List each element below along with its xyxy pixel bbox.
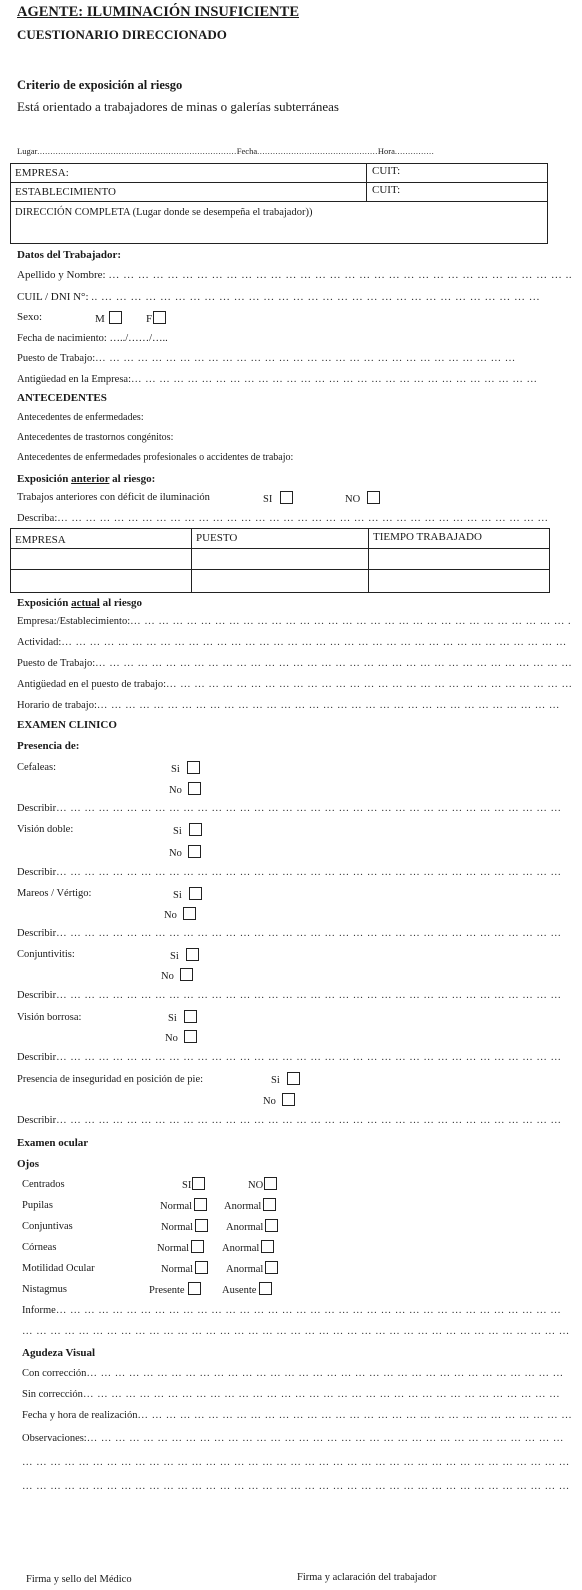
sex-f-option[interactable] xyxy=(146,311,166,325)
checkbox-icon[interactable] xyxy=(280,491,293,504)
checkbox-icon[interactable] xyxy=(194,1198,207,1211)
checkbox-icon[interactable] xyxy=(367,491,380,504)
heading-part: Exposición xyxy=(17,597,72,609)
name-label: Apellido y Nombre: xyxy=(17,269,106,281)
no-label: No xyxy=(263,1096,276,1107)
describir-label: Describir xyxy=(17,1052,57,1063)
puesto-line xyxy=(17,658,572,669)
corneas-anormal-option[interactable] xyxy=(222,1240,274,1254)
normal-label: Normal xyxy=(161,1222,194,1233)
obs-field[interactable]: … … … … … … … … … … … … … … … … … … … … … … … … … … … … … … … … … … … … … … … xyxy=(22,1481,570,1492)
normal-label: Normal xyxy=(160,1201,193,1212)
vision-doble-no-option[interactable] xyxy=(169,845,201,859)
vision-doble-si-option[interactable] xyxy=(173,823,202,837)
fecha-field[interactable]: … … … … … … … … … … … … … … … … … … … … … … … … … … … … … … … xyxy=(137,1410,573,1421)
antiguedad-label: Antigüedad en el puesto de trabajo: xyxy=(17,679,166,690)
company-table-row-divider xyxy=(10,182,547,183)
conjuntivas-label: Conjuntivas xyxy=(22,1221,73,1232)
checkbox-icon[interactable] xyxy=(109,311,122,324)
empresa-field[interactable]: EMPRESA: xyxy=(15,167,69,179)
checkbox-icon[interactable] xyxy=(188,782,201,795)
table-col-divider xyxy=(191,528,192,592)
mareos-si-option[interactable] xyxy=(173,887,202,901)
no-label: No xyxy=(169,785,182,796)
no-label: No xyxy=(161,971,174,982)
sex-label: Sexo: xyxy=(17,311,43,323)
describir-line xyxy=(17,803,561,814)
describir-line xyxy=(17,867,561,878)
corneas-normal-option[interactable] xyxy=(157,1240,204,1254)
criteria-text: Está orientado a trabajadores de minas o galerías subterráneas xyxy=(17,99,339,114)
checkbox-icon[interactable] xyxy=(189,887,202,900)
prior-exposure-heading xyxy=(17,473,155,485)
con-label: Con corrección xyxy=(22,1368,87,1379)
con-field[interactable]: … … … … … … … … … … … … … … … … … … … … … … … … … … … … … … … … … … xyxy=(86,1368,564,1379)
obs-label: Observaciones: xyxy=(22,1433,87,1444)
antecedentes-enfermedades[interactable]: Antecedentes de enfermedades: xyxy=(17,412,144,423)
seniority-field[interactable]: … … … … … … … … … … … … … … … … … … … … … … … … … … … … … xyxy=(131,374,538,385)
checkbox-icon[interactable] xyxy=(195,1261,208,1274)
firma-medico: Firma y sello del Médico xyxy=(26,1574,132,1585)
ocular-heading: Examen ocular xyxy=(17,1137,89,1149)
antecedentes-profesionales[interactable]: Antecedentes de enfermedades profesionales o accidentes de trabajo: xyxy=(17,452,294,463)
describe-line xyxy=(17,513,548,524)
establecimiento-field[interactable]: ESTABLECIMIENTO xyxy=(15,186,116,198)
place-date-line xyxy=(17,146,434,156)
seniority-label: Antigüedad en la Empresa: xyxy=(17,374,132,385)
mareos-label: Mareos / Vértigo: xyxy=(17,888,92,899)
describir-label: Describir xyxy=(17,928,57,939)
describir-label: Describir xyxy=(17,1115,57,1126)
no-label: No xyxy=(169,848,182,859)
normal-label: Normal xyxy=(161,1264,194,1275)
si-label: SI xyxy=(263,494,273,505)
cuit-field[interactable]: CUIT: xyxy=(372,165,401,177)
informe-field[interactable]: … … … … … … … … … … … … … … … … … … … … … … … … … … … … … … … … … … … … … … … xyxy=(22,1326,570,1337)
nistagmus-presente-option[interactable] xyxy=(149,1282,201,1296)
antecedentes-heading: ANTECEDENTES xyxy=(17,392,107,404)
checkbox-icon[interactable] xyxy=(261,1240,274,1253)
cefaleas-label: Cefaleas: xyxy=(17,762,57,773)
no-label: No xyxy=(165,1033,178,1044)
centrados-no-option[interactable] xyxy=(248,1177,277,1191)
heading-part: al riesgo xyxy=(99,597,143,609)
antecedentes-congenitos[interactable]: Antecedentes de trastornos congénitos: xyxy=(17,432,174,443)
cuil-field[interactable]: .. … … … … … … … … … … … … … … … … … … … … … … … … … … … … … … xyxy=(91,291,541,303)
sin-label: Sin corrección xyxy=(22,1389,83,1400)
si-label: Si xyxy=(271,1075,280,1086)
describir-label: Describir xyxy=(17,867,57,878)
fecha-field[interactable]: .............................................. xyxy=(257,146,378,156)
pupilas-label: Pupilas xyxy=(22,1200,53,1211)
describir-field[interactable]: … … … … … … … … … … … … … … … … … … … … … … … … … … … … … … … … … … … … xyxy=(56,1052,562,1063)
checkbox-icon[interactable] xyxy=(184,1030,197,1043)
si-label: Si xyxy=(173,826,182,837)
sin-correccion-line xyxy=(22,1389,560,1400)
page-subtitle: CUESTIONARIO DIRECCIONADO xyxy=(17,27,227,42)
direccion-field[interactable]: DIRECCIÓN COMPLETA (Lugar donde se desempeña el trabajador)) xyxy=(15,207,313,218)
company-table-row-divider xyxy=(10,201,547,202)
hora-field[interactable]: ............... xyxy=(394,146,435,156)
checkbox-icon[interactable] xyxy=(183,907,196,920)
current-exposure-heading xyxy=(17,597,142,609)
cuit-field[interactable]: CUIT: xyxy=(372,184,401,196)
actividad-input[interactable]: … … … … … … … … … … … … … … … … … … … … … … … … … … … … … … … … … … … … xyxy=(61,637,567,648)
lugar-field[interactable]: ............................................................................ xyxy=(37,146,237,156)
describir-line xyxy=(17,990,561,1001)
describir-line xyxy=(17,928,561,939)
informe-field[interactable]: … … … … … … … … … … … … … … … … … … … … … … … … … … … … … … … … … … … … xyxy=(55,1305,562,1316)
describe-label: Describa: xyxy=(17,513,58,524)
motilidad-normal-option[interactable] xyxy=(161,1261,208,1275)
actividad-label: Actividad: xyxy=(17,637,62,648)
conjuntivitis-label: Conjuntivitis: xyxy=(17,949,75,960)
name-line xyxy=(17,269,572,281)
checkbox-icon[interactable] xyxy=(265,1219,278,1232)
checkbox-icon[interactable] xyxy=(180,968,193,981)
sex-f-label: F xyxy=(146,313,153,325)
checkbox-icon[interactable] xyxy=(195,1219,208,1232)
pupilas-anormal-option[interactable] xyxy=(224,1198,276,1212)
checkbox-icon[interactable] xyxy=(263,1198,276,1211)
actividad-line xyxy=(17,637,567,648)
checkbox-icon[interactable] xyxy=(191,1240,204,1253)
horario-input[interactable]: … … … … … … … … … … … … … … … … … … … … … … … … … … … … … … … … … xyxy=(96,700,560,711)
centrados-label: Centrados xyxy=(22,1179,65,1190)
table-col-divider xyxy=(368,528,369,592)
col-puesto: PUESTO xyxy=(196,532,238,544)
col-tiempo: TIEMPO TRABAJADO xyxy=(373,531,482,543)
conjuntivitis-no-option[interactable] xyxy=(161,968,193,982)
anormal-label: Anormal xyxy=(226,1222,264,1233)
table-row-divider xyxy=(10,548,549,549)
heading-part: al riesgo: xyxy=(109,473,156,485)
checkbox-icon[interactable] xyxy=(282,1093,295,1106)
vision-doble-label: Visión doble: xyxy=(17,824,74,835)
informe-label: Informe xyxy=(22,1305,56,1316)
birth-field[interactable]: …../……/….. xyxy=(109,333,168,344)
deficit-si-option[interactable] xyxy=(263,491,293,505)
checkbox-icon[interactable] xyxy=(153,311,166,324)
describir-label: Describir xyxy=(17,990,57,1001)
fecha-label: Fecha y hora de realización xyxy=(22,1410,138,1421)
job-label: Puesto de Trabajo: xyxy=(17,353,96,364)
centrados-si-option[interactable] xyxy=(182,1177,205,1191)
checkbox-icon[interactable] xyxy=(259,1282,272,1295)
fecha-label: Fecha xyxy=(236,146,258,156)
firma-trabajador: Firma y aclaración del trabajador xyxy=(297,1572,437,1583)
mareos-no-option[interactable] xyxy=(164,907,196,921)
describir-field[interactable]: … … … … … … … … … … … … … … … … … … … … … … … … … … … … … … … … … … … … xyxy=(56,803,562,814)
empresa-input[interactable]: … … … … … … … … … … … … … … … … … … … … … … … … … … … … … … … . xyxy=(130,616,572,627)
presente-label: Presente xyxy=(149,1285,185,1296)
describir-field[interactable]: … … … … … … … … … … … … … … … … … … … … … … … … … … … … … … … … … … … … xyxy=(56,1115,562,1126)
checkbox-icon[interactable] xyxy=(189,823,202,836)
inseguridad-label: Presencia de inseguridad en posición de pie: xyxy=(17,1074,204,1085)
deficit-label: Trabajos anteriores con déficit de iluminación xyxy=(17,492,210,503)
describir-label: Describir xyxy=(17,803,57,814)
motilidad-anormal-option[interactable] xyxy=(226,1261,278,1275)
sex-m-label: M xyxy=(95,313,105,325)
sex-m-option[interactable] xyxy=(95,311,122,325)
hora-label: Hora xyxy=(377,146,395,156)
no-label: NO xyxy=(345,494,361,505)
lugar-label: Lugar xyxy=(17,146,38,156)
si-label: Si xyxy=(170,951,179,962)
company-table xyxy=(10,163,548,244)
checkbox-icon[interactable] xyxy=(264,1177,277,1190)
worker-heading: Datos del Trabajador: xyxy=(17,249,122,261)
deficit-no-option[interactable] xyxy=(345,491,380,505)
normal-label: Normal xyxy=(157,1243,190,1254)
conjuntivas-normal-option[interactable] xyxy=(161,1219,208,1233)
col-empresa: EMPRESA xyxy=(15,534,66,546)
cefaleas-no-option[interactable] xyxy=(169,782,201,796)
criteria-heading: Criterio de exposición al riesgo xyxy=(17,78,183,92)
checkbox-icon[interactable] xyxy=(187,761,200,774)
no-label: NO xyxy=(248,1180,264,1191)
describir-line xyxy=(17,1052,561,1063)
conjuntivitis-si-option[interactable] xyxy=(170,948,199,962)
checkbox-icon[interactable] xyxy=(186,948,199,961)
conjuntivas-anormal-option[interactable] xyxy=(226,1219,278,1233)
con-correccion-line xyxy=(22,1368,564,1379)
anormal-label: Anormal xyxy=(226,1264,264,1275)
describir-field[interactable]: … … … … … … … … … … … … … … … … … … … … … … … … … … … … … … … … … … … … xyxy=(56,928,562,939)
vision-borrosa-label: Visión borrosa: xyxy=(17,1012,82,1023)
puesto-label: Puesto de Trabajo: xyxy=(17,658,96,669)
informe-line xyxy=(22,1305,561,1316)
motilidad-label: Motilidad Ocular xyxy=(22,1263,95,1274)
checkbox-icon[interactable] xyxy=(287,1072,300,1085)
pupilas-normal-option[interactable] xyxy=(160,1198,207,1212)
si-label: Si xyxy=(173,890,182,901)
fecha-realizacion-line xyxy=(22,1410,572,1421)
horario-line xyxy=(17,700,560,711)
sin-field[interactable]: … … … … … … … … … … … … … … … … … … … … … … … … … … … … … … … … … … xyxy=(82,1389,561,1400)
empresa-line xyxy=(17,616,571,627)
horario-label: Horario de trabajo: xyxy=(17,700,97,711)
heading-part: anterior xyxy=(71,473,110,485)
company-table-col-divider xyxy=(366,163,367,201)
cefaleas-si-option[interactable] xyxy=(171,761,200,775)
observaciones-line xyxy=(22,1433,564,1444)
checkbox-icon[interactable] xyxy=(184,1010,197,1023)
checkbox-icon[interactable] xyxy=(265,1261,278,1274)
job-line xyxy=(17,353,516,364)
obs-field[interactable]: … … … … … … … … … … … … … … … … … … … … … … … … … … … … … … … … … … … … … … … xyxy=(22,1457,570,1468)
describir-line xyxy=(17,1115,561,1126)
anormal-label: Anormal xyxy=(224,1201,262,1212)
heading-part: Exposición xyxy=(17,473,72,485)
job-field[interactable]: … … … … … … … … … … … … … … … … … … … … … … … … … … … … … … xyxy=(95,353,516,364)
nistagmus-ausente-option[interactable] xyxy=(222,1282,272,1296)
describir-field[interactable]: … … … … … … … … … … … … … … … … … … … … … … … … … … … … … … … … … … … … xyxy=(56,990,562,1001)
describe-field[interactable]: … … … … … … … … … … … … … … … … … … … … … … … … … … … … … … … … … … … xyxy=(57,513,549,524)
cuil-label: CUIL / DNI N°: xyxy=(17,291,89,303)
si-label: Si xyxy=(171,764,180,775)
table-row-divider xyxy=(10,569,549,570)
antiguedad-input[interactable]: … … … … … … … … … … … … … … … … … … … … … … … … … … … … … xyxy=(166,679,573,690)
cuil-line xyxy=(17,291,540,303)
birth-label: Fecha de nacimiento: xyxy=(17,333,107,344)
ojos-heading: Ojos xyxy=(17,1158,39,1170)
observaciones-line-2 xyxy=(22,1457,570,1468)
birth-line xyxy=(17,333,168,344)
presence-heading: Presencia de: xyxy=(17,740,80,752)
corneas-label: Córneas xyxy=(22,1242,57,1253)
si-label: Si xyxy=(168,1013,177,1024)
exam-heading: EXAMEN CLINICO xyxy=(17,719,117,731)
inseguridad-si-option[interactable] xyxy=(271,1072,300,1086)
checkbox-icon[interactable] xyxy=(192,1177,205,1190)
vision-borrosa-si-option[interactable] xyxy=(168,1010,197,1024)
si-label: SI xyxy=(182,1180,192,1191)
seniority-line xyxy=(17,374,538,385)
antiguedad-line xyxy=(17,679,573,690)
visual-heading: Agudeza Visual xyxy=(22,1347,96,1359)
puesto-input[interactable]: … … … … … … … … … … … … … … … … … … … … … … … … … … … … … … … … … … xyxy=(95,658,573,669)
page-title: AGENTE: ILUMINACIÓN INSUFICIENTE xyxy=(17,4,299,20)
observaciones-line-3 xyxy=(22,1481,570,1492)
checkbox-icon[interactable] xyxy=(188,845,201,858)
ausente-label: Ausente xyxy=(222,1285,257,1296)
empresa-label: Empresa:/Establecimiento: xyxy=(17,616,131,627)
checkbox-icon[interactable] xyxy=(188,1282,201,1295)
obs-field[interactable]: … … … … … … … … … … … … … … … … … … … … … … … … … … … … … … … … … … xyxy=(86,1433,564,1444)
inseguridad-no-option[interactable] xyxy=(263,1093,295,1107)
heading-part: actual xyxy=(71,597,100,609)
nistagmus-label: Nistagmus xyxy=(22,1284,67,1295)
informe-line-2 xyxy=(22,1326,570,1337)
vision-borrosa-no-option[interactable] xyxy=(165,1030,197,1044)
anormal-label: Anormal xyxy=(222,1243,260,1254)
no-label: No xyxy=(164,910,177,921)
name-field[interactable]: … … … … … … … … … … … … … … … … … … … … … … … … … … … … … … … .. xyxy=(108,269,573,281)
describir-field[interactable]: … … … … … … … … … … … … … … … … … … … … … … … … … … … … … … … … … … … … xyxy=(56,867,562,878)
